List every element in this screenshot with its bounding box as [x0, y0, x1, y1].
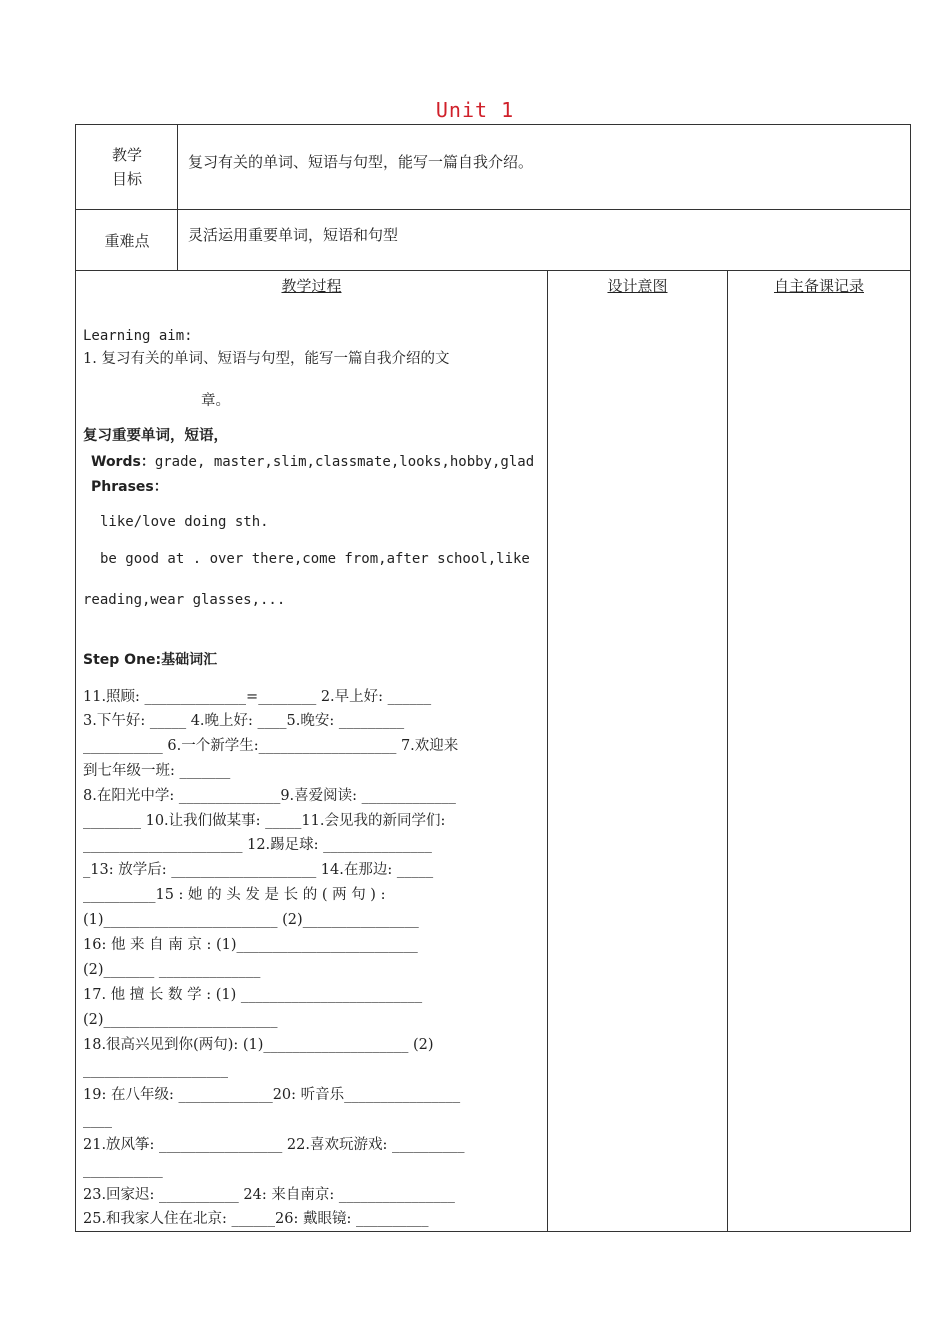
col-header-design: 设计意图	[607, 277, 668, 295]
phrase-3: reading,wear glasses,...	[83, 592, 286, 608]
col-divider-2	[727, 270, 728, 1232]
exercise-line: 18.很高兴见到你(两句): (1)____________________ (2)	[83, 1037, 434, 1053]
exercise-line: 23.回家迟: ___________ 24: 来自南京: ________________	[83, 1187, 455, 1203]
exercise-line: (2)_______ ______________	[83, 962, 261, 978]
exercise-line: 17. 他 擅 长 数 学 : (1) _________________________	[83, 987, 423, 1003]
exercise-line: 到七年级一班: _______	[83, 763, 231, 779]
label-divider	[177, 124, 178, 271]
aim-item-1: 1. 复习有关的单词、短语与句型，能写一篇自我介绍的文	[83, 351, 450, 367]
exercise-line: (1)________________________ (2)________________	[83, 912, 419, 928]
exercise-line: 8.在阳光中学: ______________9.喜爱阅读: _____________	[83, 788, 456, 804]
exercise-line: 19: 在八年级: _____________20: 听音乐________________	[83, 1087, 461, 1103]
words-label: Words：	[91, 454, 155, 470]
col-header-process: 教学过程	[281, 277, 342, 295]
aim-label	[77, 143, 177, 191]
exercise-line: ___________ 6.一个新学生:___________________ 7.欢迎来	[83, 738, 459, 754]
phrase-1: like/love doing sth.	[100, 514, 269, 530]
words-list: grade, master,slim,classmate,looks,hobby,glad	[154, 454, 535, 470]
exercise-line: __________15 : 她 的 头 发 是 长 的 ( 两 句 ) :	[83, 887, 386, 903]
exercise-line: 21.放风筝: _________________ 22.喜欢玩游戏: __________	[83, 1137, 465, 1153]
exercise-line: 11.照顾: ______________=________ 2.早上好: ______	[83, 689, 432, 705]
exercise-line: ____	[83, 1112, 112, 1128]
col-header-notes: 自主备课记录	[773, 277, 864, 295]
col-divider-1	[547, 270, 548, 1232]
aim-text: 复习有关的单词、短语与句型，能写一篇自我介绍。	[188, 153, 534, 171]
row-divider-2	[75, 270, 911, 271]
words-row	[91, 453, 549, 471]
learning-aim-label: Learning aim:	[83, 328, 193, 344]
row-divider-1	[75, 209, 911, 210]
aim-label-line2: 目标	[111, 170, 142, 188]
exercise-line: ___________	[83, 1162, 163, 1178]
aim-label-line1: 教学	[111, 146, 142, 164]
exercise-line: _13: 放学后: ____________________ 14.在那边: _____	[83, 862, 434, 878]
exercise-line: 25.和我家人住在北京: ______26: 戴眼镜: __________	[83, 1211, 429, 1227]
step-one-heading: Step One:基础词汇	[83, 652, 218, 668]
phrase-2: be good at . over there,come from,after school,like	[100, 551, 530, 567]
key-label: 重难点	[104, 232, 150, 250]
exercise-line: ____________________	[83, 1062, 228, 1078]
exercise-line: 16: 他 来 自 南 京 : (1)_________________________	[83, 937, 418, 953]
exercise-line: (2)________________________	[83, 1012, 278, 1028]
exercise-line: ______________________ 12.踢足球: _______________	[83, 837, 432, 853]
key-text: 灵活运用重要单词，短语和句型	[188, 226, 399, 244]
aim-item-1-cont: 章。	[201, 393, 230, 409]
exercise-line: ________ 10.让我们做某事: _____11.会见我的新同学们:	[83, 813, 446, 829]
page-title: Unit 1	[435, 98, 515, 122]
exercise-line: 3.下午好: _____ 4.晚上好: ____5.晚安: _________	[83, 713, 405, 729]
review-heading: 复习重要单词，短语，	[83, 427, 228, 444]
phrases-label: Phrases：	[91, 479, 168, 495]
